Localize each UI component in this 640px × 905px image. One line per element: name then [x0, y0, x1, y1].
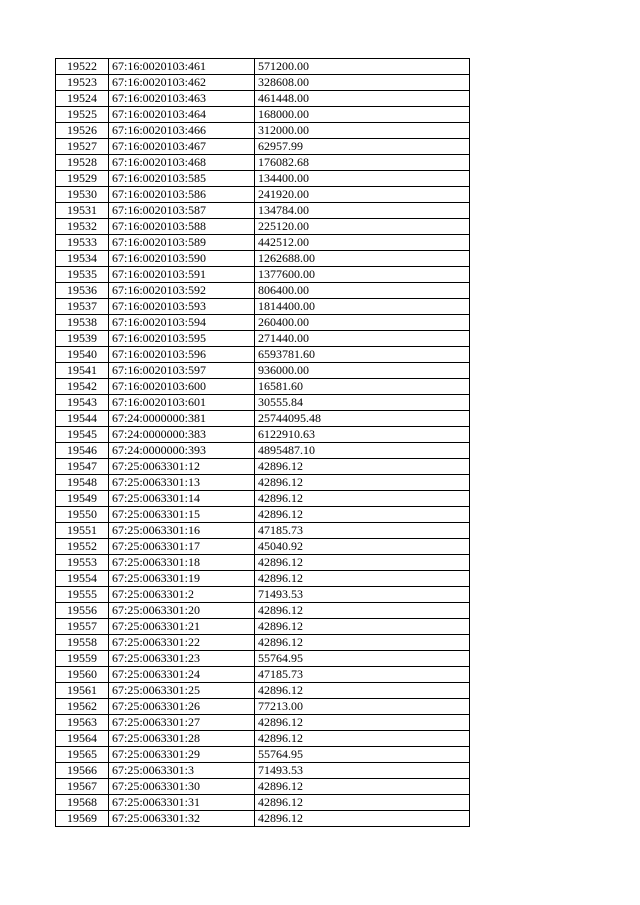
row-number-cell: 19534: [56, 251, 109, 267]
cadastral-number-cell: 67:16:0020103:461: [109, 59, 255, 75]
cadastral-number-cell: 67:16:0020103:597: [109, 363, 255, 379]
cadastral-value-cell: 42896.12: [255, 459, 470, 475]
cadastral-number-cell: 67:25:0063301:28: [109, 731, 255, 747]
cadastral-value-cell: 442512.00: [255, 235, 470, 251]
cadastral-value-cell: 6122910.63: [255, 427, 470, 443]
cadastral-number-cell: 67:25:0063301:22: [109, 635, 255, 651]
row-number-cell: 19545: [56, 427, 109, 443]
cadastral-value-cell: 461448.00: [255, 91, 470, 107]
table-row: [56, 491, 470, 507]
cadastral-number-cell: 67:16:0020103:594: [109, 315, 255, 331]
cadastral-number-cell: 67:24:0000000:383: [109, 427, 255, 443]
table-row: [56, 395, 470, 411]
table-row: [56, 315, 470, 331]
row-number-cell: 19551: [56, 523, 109, 539]
cadastral-value-cell: 42896.12: [255, 507, 470, 523]
table-row: [56, 363, 470, 379]
cadastral-number-cell: 67:16:0020103:591: [109, 267, 255, 283]
cadastral-number-cell: 67:16:0020103:592: [109, 283, 255, 299]
cadastral-value-cell: 241920.00: [255, 187, 470, 203]
cadastral-number-cell: 67:25:0063301:26: [109, 699, 255, 715]
cadastral-number-cell: 67:25:0063301:15: [109, 507, 255, 523]
cadastral-value-cell: 260400.00: [255, 315, 470, 331]
cadastral-number-cell: 67:25:0063301:17: [109, 539, 255, 555]
cadastral-value-cell: 328608.00: [255, 75, 470, 91]
cadastral-number-cell: 67:16:0020103:462: [109, 75, 255, 91]
cadastral-value-cell: 4895487.10: [255, 443, 470, 459]
table-row: [56, 123, 470, 139]
row-number-cell: 19536: [56, 283, 109, 299]
cadastral-value-cell: 42896.12: [255, 619, 470, 635]
row-number-cell: 19562: [56, 699, 109, 715]
row-number-cell: 19540: [56, 347, 109, 363]
cadastral-value-cell: 168000.00: [255, 107, 470, 123]
row-number-cell: 19528: [56, 155, 109, 171]
table-row: [56, 139, 470, 155]
table-row: [56, 571, 470, 587]
table-row: [56, 635, 470, 651]
cadastral-number-cell: 67:16:0020103:586: [109, 187, 255, 203]
table-body: [56, 59, 470, 827]
cadastral-value-cell: 16581.60: [255, 379, 470, 395]
cadastral-value-cell: 176082.68: [255, 155, 470, 171]
row-number-cell: 19526: [56, 123, 109, 139]
cadastral-value-cell: 1377600.00: [255, 267, 470, 283]
cadastral-number-cell: 67:16:0020103:463: [109, 91, 255, 107]
cadastral-value-cell: 42896.12: [255, 731, 470, 747]
cadastral-number-cell: 67:16:0020103:589: [109, 235, 255, 251]
cadastral-number-cell: 67:16:0020103:588: [109, 219, 255, 235]
table-row: [56, 763, 470, 779]
cadastral-number-cell: 67:25:0063301:18: [109, 555, 255, 571]
row-number-cell: 19553: [56, 555, 109, 571]
row-number-cell: 19556: [56, 603, 109, 619]
row-number-cell: 19554: [56, 571, 109, 587]
cadastral-value-cell: 42896.12: [255, 683, 470, 699]
cadastral-number-cell: 67:16:0020103:464: [109, 107, 255, 123]
cadastral-value-cell: 55764.95: [255, 747, 470, 763]
row-number-cell: 19547: [56, 459, 109, 475]
cadastral-number-cell: 67:25:0063301:16: [109, 523, 255, 539]
table-row: [56, 539, 470, 555]
cadastral-number-cell: 67:16:0020103:467: [109, 139, 255, 155]
cadastral-number-cell: 67:16:0020103:590: [109, 251, 255, 267]
row-number-cell: 19530: [56, 187, 109, 203]
row-number-cell: 19560: [56, 667, 109, 683]
table-row: [56, 523, 470, 539]
row-number-cell: 19566: [56, 763, 109, 779]
cadastral-value-cell: 134400.00: [255, 171, 470, 187]
row-number-cell: 19561: [56, 683, 109, 699]
row-number-cell: 19569: [56, 811, 109, 827]
row-number-cell: 19532: [56, 219, 109, 235]
cadastral-number-cell: 67:16:0020103:601: [109, 395, 255, 411]
cadastral-value-cell: 42896.12: [255, 635, 470, 651]
table-row: [56, 219, 470, 235]
cadastral-number-cell: 67:25:0063301:19: [109, 571, 255, 587]
row-number-cell: 19550: [56, 507, 109, 523]
cadastral-number-cell: 67:16:0020103:466: [109, 123, 255, 139]
cadastral-value-cell: 42896.12: [255, 491, 470, 507]
row-number-cell: 19558: [56, 635, 109, 651]
cadastral-number-cell: 67:25:0063301:20: [109, 603, 255, 619]
cadastral-number-cell: 67:25:0063301:31: [109, 795, 255, 811]
table-row: [56, 715, 470, 731]
cadastral-value-cell: 271440.00: [255, 331, 470, 347]
cadastral-number-cell: 67:25:0063301:24: [109, 667, 255, 683]
cadastral-number-cell: 67:24:0000000:393: [109, 443, 255, 459]
row-number-cell: 19525: [56, 107, 109, 123]
row-number-cell: 19527: [56, 139, 109, 155]
table-row: [56, 299, 470, 315]
table-row: [56, 91, 470, 107]
table-row: [56, 475, 470, 491]
row-number-cell: 19555: [56, 587, 109, 603]
cadastral-number-cell: 67:16:0020103:585: [109, 171, 255, 187]
row-number-cell: 19522: [56, 59, 109, 75]
cadastral-value-cell: 77213.00: [255, 699, 470, 715]
table-row: [56, 507, 470, 523]
row-number-cell: 19549: [56, 491, 109, 507]
row-number-cell: 19538: [56, 315, 109, 331]
cadastral-number-cell: 67:16:0020103:587: [109, 203, 255, 219]
row-number-cell: 19533: [56, 235, 109, 251]
cadastral-number-cell: 67:25:0063301:2: [109, 587, 255, 603]
table-row: [56, 811, 470, 827]
cadastral-value-cell: 6593781.60: [255, 347, 470, 363]
table-row: [56, 683, 470, 699]
cadastral-number-cell: 67:24:0000000:381: [109, 411, 255, 427]
table-row: [56, 443, 470, 459]
cadastral-value-cell: 806400.00: [255, 283, 470, 299]
table-row: [56, 75, 470, 91]
cadastral-number-cell: 67:25:0063301:21: [109, 619, 255, 635]
table-row: [56, 731, 470, 747]
table-row: [56, 283, 470, 299]
cadastral-number-cell: 67:25:0063301:32: [109, 811, 255, 827]
table-row: [56, 603, 470, 619]
row-number-cell: 19546: [56, 443, 109, 459]
table-row: [56, 251, 470, 267]
row-number-cell: 19524: [56, 91, 109, 107]
row-number-cell: 19559: [56, 651, 109, 667]
row-number-cell: 19537: [56, 299, 109, 315]
cadastral-value-cell: 42896.12: [255, 475, 470, 491]
cadastral-value-cell: 42896.12: [255, 811, 470, 827]
cadastral-value-cell: 1814400.00: [255, 299, 470, 315]
cadastral-value-cell: 225120.00: [255, 219, 470, 235]
cadastral-number-cell: 67:25:0063301:29: [109, 747, 255, 763]
row-number-cell: 19548: [56, 475, 109, 491]
table-row: [56, 795, 470, 811]
row-number-cell: 19567: [56, 779, 109, 795]
row-number-cell: 19563: [56, 715, 109, 731]
table-row: [56, 171, 470, 187]
table-row: [56, 747, 470, 763]
table-row: [56, 619, 470, 635]
cadastral-value-cell: 42896.12: [255, 571, 470, 587]
cadastral-value-cell: 42896.12: [255, 779, 470, 795]
table-row: [56, 203, 470, 219]
cadastral-value-cell: 55764.95: [255, 651, 470, 667]
cadastral-value-table: [55, 58, 470, 827]
row-number-cell: 19552: [56, 539, 109, 555]
table-row: [56, 651, 470, 667]
cadastral-number-cell: 67:25:0063301:12: [109, 459, 255, 475]
row-number-cell: 19531: [56, 203, 109, 219]
table-row: [56, 379, 470, 395]
cadastral-number-cell: 67:25:0063301:13: [109, 475, 255, 491]
cadastral-value-cell: 42896.12: [255, 715, 470, 731]
cadastral-value-cell: 42896.12: [255, 555, 470, 571]
table-row: [56, 107, 470, 123]
row-number-cell: 19565: [56, 747, 109, 763]
cadastral-value-cell: 1262688.00: [255, 251, 470, 267]
row-number-cell: 19539: [56, 331, 109, 347]
cadastral-value-cell: 62957.99: [255, 139, 470, 155]
table-row: [56, 235, 470, 251]
row-number-cell: 19543: [56, 395, 109, 411]
cadastral-number-cell: 67:25:0063301:23: [109, 651, 255, 667]
table-row: [56, 411, 470, 427]
table-row: [56, 187, 470, 203]
cadastral-value-cell: 312000.00: [255, 123, 470, 139]
cadastral-value-cell: 42896.12: [255, 795, 470, 811]
row-number-cell: 19541: [56, 363, 109, 379]
table-row: [56, 555, 470, 571]
cadastral-value-cell: 45040.92: [255, 539, 470, 555]
table-row: [56, 267, 470, 283]
table-row: [56, 779, 470, 795]
cadastral-number-cell: 67:25:0063301:30: [109, 779, 255, 795]
cadastral-number-cell: 67:25:0063301:27: [109, 715, 255, 731]
cadastral-number-cell: 67:25:0063301:25: [109, 683, 255, 699]
cadastral-value-cell: 571200.00: [255, 59, 470, 75]
table-row: [56, 667, 470, 683]
table-row: [56, 427, 470, 443]
row-number-cell: 19544: [56, 411, 109, 427]
cadastral-value-cell: 47185.73: [255, 667, 470, 683]
row-number-cell: 19523: [56, 75, 109, 91]
cadastral-value-cell: 25744095.48: [255, 411, 470, 427]
row-number-cell: 19542: [56, 379, 109, 395]
cadastral-value-cell: 47185.73: [255, 523, 470, 539]
table-row: [56, 331, 470, 347]
table-row: [56, 699, 470, 715]
cadastral-value-cell: 71493.53: [255, 763, 470, 779]
cadastral-number-cell: 67:16:0020103:596: [109, 347, 255, 363]
table-row: [56, 459, 470, 475]
cadastral-number-cell: 67:25:0063301:14: [109, 491, 255, 507]
cadastral-value-cell: 134784.00: [255, 203, 470, 219]
table-row: [56, 587, 470, 603]
cadastral-number-cell: 67:16:0020103:468: [109, 155, 255, 171]
table-row: [56, 155, 470, 171]
cadastral-number-cell: 67:16:0020103:595: [109, 331, 255, 347]
cadastral-value-cell: 936000.00: [255, 363, 470, 379]
table-row: [56, 347, 470, 363]
row-number-cell: 19529: [56, 171, 109, 187]
row-number-cell: 19568: [56, 795, 109, 811]
cadastral-number-cell: 67:25:0063301:3: [109, 763, 255, 779]
row-number-cell: 19557: [56, 619, 109, 635]
row-number-cell: 19564: [56, 731, 109, 747]
row-number-cell: 19535: [56, 267, 109, 283]
cadastral-number-cell: 67:16:0020103:593: [109, 299, 255, 315]
cadastral-number-cell: 67:16:0020103:600: [109, 379, 255, 395]
cadastral-value-cell: 42896.12: [255, 603, 470, 619]
cadastral-value-cell: 30555.84: [255, 395, 470, 411]
table-row: [56, 59, 470, 75]
cadastral-value-cell: 71493.53: [255, 587, 470, 603]
